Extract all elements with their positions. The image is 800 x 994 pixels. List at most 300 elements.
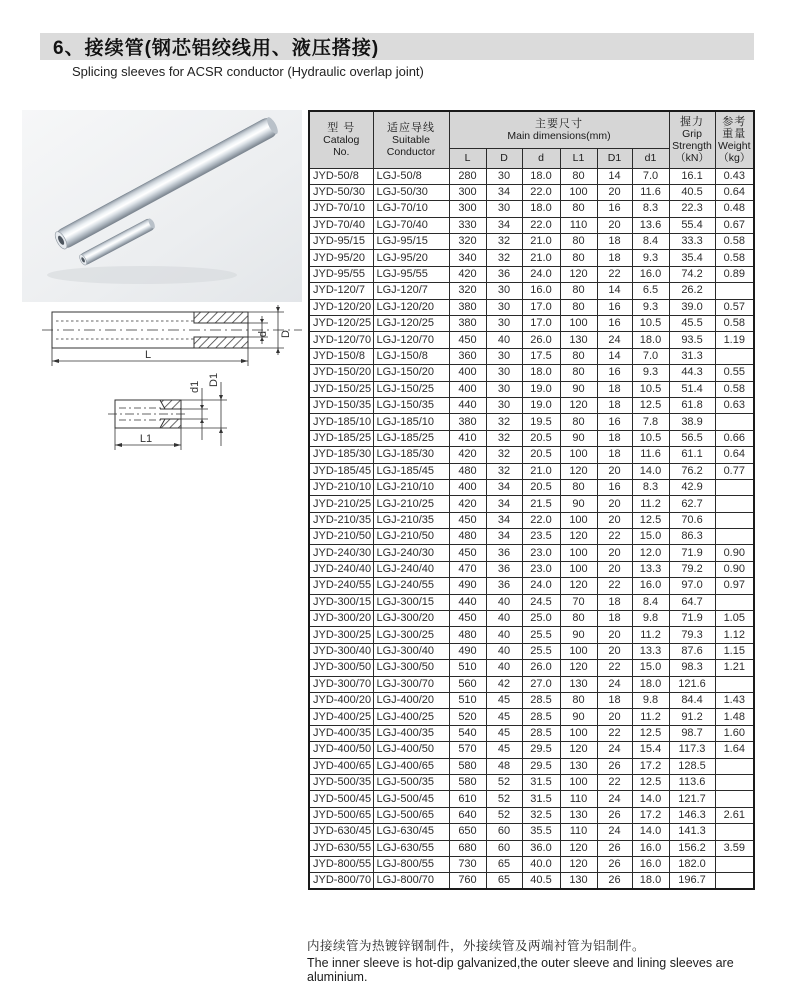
cell-d: 25.5 [522, 643, 560, 659]
cell-weight [715, 758, 754, 774]
cell-catalog: JYD-300/70 [309, 676, 373, 692]
cell-catalog: JYD-150/35 [309, 397, 373, 413]
dimension-drawing [12, 288, 310, 470]
cell-d1: 10.5 [632, 316, 669, 332]
cell-D1: 18 [597, 693, 632, 709]
cell-D1: 26 [597, 873, 632, 890]
cell-D1: 18 [597, 447, 632, 463]
cell-grip: 98.3 [669, 660, 715, 676]
cell-grip: 61.1 [669, 447, 715, 463]
cell-L1: 80 [560, 365, 597, 381]
cell-D1: 18 [597, 594, 632, 610]
cell-D: 45 [486, 709, 522, 725]
cell-catalog: JYD-500/65 [309, 807, 373, 823]
cell-grip: 91.2 [669, 709, 715, 725]
cell-weight [715, 479, 754, 495]
cell-grip: 33.3 [669, 234, 715, 250]
cell-grip: 196.7 [669, 873, 715, 890]
cell-conductor: LGJ-185/10 [373, 414, 449, 430]
cell-D: 52 [486, 791, 522, 807]
cell-weight: 0.58 [715, 250, 754, 266]
cell-D: 34 [486, 217, 522, 233]
cell-grip: 117.3 [669, 742, 715, 758]
sleeve-photo-graphic [22, 110, 302, 302]
cell-D: 36 [486, 561, 522, 577]
cell-catalog: JYD-400/20 [309, 693, 373, 709]
table-row [309, 316, 754, 332]
cell-weight: 1.19 [715, 332, 754, 348]
cell-conductor: LGJ-400/20 [373, 693, 449, 709]
cell-d1: 15.0 [632, 660, 669, 676]
cell-conductor: LGJ-300/40 [373, 643, 449, 659]
cell-weight: 0.64 [715, 447, 754, 463]
cell-weight [715, 676, 754, 692]
cell-L1: 120 [560, 397, 597, 413]
cell-weight [715, 529, 754, 545]
cell-L: 730 [449, 856, 486, 872]
cell-d: 20.5 [522, 479, 560, 495]
cell-grip: 98.7 [669, 725, 715, 741]
cell-D1: 20 [597, 496, 632, 512]
cell-L1: 80 [560, 479, 597, 495]
header-conductor: 适应导线 Suitable Conductor [373, 111, 449, 168]
cell-D1: 20 [597, 545, 632, 561]
cell-conductor: LGJ-300/70 [373, 676, 449, 692]
cell-d1: 18.0 [632, 332, 669, 348]
cell-L1: 80 [560, 299, 597, 315]
cell-D: 45 [486, 693, 522, 709]
cell-d1: 16.0 [632, 578, 669, 594]
cell-d: 25.0 [522, 611, 560, 627]
cell-d: 23.0 [522, 561, 560, 577]
table-row [309, 643, 754, 659]
table-row [309, 217, 754, 233]
table-row [309, 709, 754, 725]
cell-L: 480 [449, 529, 486, 545]
cell-weight [715, 348, 754, 364]
cell-d: 31.5 [522, 791, 560, 807]
cell-D: 34 [486, 529, 522, 545]
cell-d1: 7.0 [632, 348, 669, 364]
cell-L: 450 [449, 512, 486, 528]
table-row [309, 545, 754, 561]
cell-d1: 8.4 [632, 234, 669, 250]
table-row [309, 381, 754, 397]
cell-L1: 110 [560, 217, 597, 233]
table-row [309, 824, 754, 840]
cell-L: 320 [449, 283, 486, 299]
table-row [309, 529, 754, 545]
cell-conductor: LGJ-120/20 [373, 299, 449, 315]
cell-weight: 0.58 [715, 234, 754, 250]
cell-D1: 20 [597, 184, 632, 200]
cell-d1: 7.8 [632, 414, 669, 430]
cell-conductor: LGJ-210/10 [373, 479, 449, 495]
cell-D: 30 [486, 201, 522, 217]
cell-catalog: JYD-70/10 [309, 201, 373, 217]
cell-D: 30 [486, 283, 522, 299]
cell-grip: 55.4 [669, 217, 715, 233]
cell-D1: 18 [597, 397, 632, 413]
cell-d: 27.0 [522, 676, 560, 692]
cell-conductor: LGJ-150/8 [373, 348, 449, 364]
cell-conductor: LGJ-210/25 [373, 496, 449, 512]
cell-L1: 80 [560, 348, 597, 364]
cell-L1: 130 [560, 807, 597, 823]
cell-L: 410 [449, 430, 486, 446]
cell-weight [715, 414, 754, 430]
cell-D: 30 [486, 316, 522, 332]
spec-table-container [308, 110, 753, 890]
cell-d1: 14.0 [632, 791, 669, 807]
cell-grip: 79.2 [669, 561, 715, 577]
cell-catalog: JYD-185/25 [309, 430, 373, 446]
cell-L: 490 [449, 578, 486, 594]
cell-d1: 14.0 [632, 463, 669, 479]
dim-label-D1: D1 [208, 372, 220, 387]
cell-conductor: LGJ-50/8 [373, 168, 449, 184]
cell-conductor: LGJ-120/70 [373, 332, 449, 348]
cell-D: 40 [486, 627, 522, 643]
cell-d: 22.0 [522, 512, 560, 528]
cell-conductor: LGJ-210/50 [373, 529, 449, 545]
cell-L1: 120 [560, 266, 597, 282]
cell-L1: 90 [560, 430, 597, 446]
cell-D1: 20 [597, 217, 632, 233]
cell-L: 760 [449, 873, 486, 890]
table-row [309, 512, 754, 528]
cell-d: 29.5 [522, 742, 560, 758]
cell-L1: 80 [560, 414, 597, 430]
cell-conductor: LGJ-630/45 [373, 824, 449, 840]
cell-d1: 11.2 [632, 627, 669, 643]
cell-d: 22.0 [522, 184, 560, 200]
cell-weight: 2.61 [715, 807, 754, 823]
cell-d: 25.5 [522, 627, 560, 643]
cell-conductor: LGJ-70/40 [373, 217, 449, 233]
cell-grip: 22.3 [669, 201, 715, 217]
cell-D: 30 [486, 299, 522, 315]
cell-L: 570 [449, 742, 486, 758]
cell-D: 32 [486, 414, 522, 430]
cell-d: 26.0 [522, 660, 560, 676]
cell-catalog: JYD-240/55 [309, 578, 373, 594]
cell-grip: 93.5 [669, 332, 715, 348]
cell-L1: 130 [560, 873, 597, 890]
cell-catalog: JYD-50/30 [309, 184, 373, 200]
cell-conductor: LGJ-185/25 [373, 430, 449, 446]
cell-D1: 16 [597, 201, 632, 217]
cell-D1: 22 [597, 578, 632, 594]
cell-conductor: LGJ-630/55 [373, 840, 449, 856]
cell-conductor: LGJ-500/35 [373, 774, 449, 790]
cell-grip: 38.9 [669, 414, 715, 430]
cell-catalog: JYD-300/50 [309, 660, 373, 676]
cell-d: 19.0 [522, 381, 560, 397]
cell-catalog: JYD-70/40 [309, 217, 373, 233]
cell-conductor: LGJ-800/55 [373, 856, 449, 872]
cell-weight: 1.64 [715, 742, 754, 758]
table-row [309, 774, 754, 790]
cell-L: 440 [449, 594, 486, 610]
cell-D: 40 [486, 611, 522, 627]
table-row [309, 496, 754, 512]
cell-grip: 86.3 [669, 529, 715, 545]
cell-weight: 0.58 [715, 381, 754, 397]
cell-L: 650 [449, 824, 486, 840]
cell-weight [715, 512, 754, 528]
cell-D1: 22 [597, 774, 632, 790]
cell-grip: 121.7 [669, 791, 715, 807]
cell-weight: 0.67 [715, 217, 754, 233]
product-photo [22, 110, 302, 302]
cell-weight: 0.89 [715, 266, 754, 282]
cell-D1: 18 [597, 430, 632, 446]
header-dim-D1: D1 [597, 148, 632, 168]
cell-grip: 182.0 [669, 856, 715, 872]
cell-grip: 16.1 [669, 168, 715, 184]
cell-conductor: LGJ-800/70 [373, 873, 449, 890]
cell-d: 36.0 [522, 840, 560, 856]
cell-d1: 13.6 [632, 217, 669, 233]
cell-weight: 3.59 [715, 840, 754, 856]
header-dim-L1: L1 [560, 148, 597, 168]
cell-D: 45 [486, 742, 522, 758]
cell-weight [715, 774, 754, 790]
cell-catalog: JYD-500/35 [309, 774, 373, 790]
cell-L1: 90 [560, 627, 597, 643]
table-row [309, 463, 754, 479]
dim-label-D: D [280, 330, 292, 338]
cell-grip: 97.0 [669, 578, 715, 594]
cell-d1: 15.4 [632, 742, 669, 758]
cell-L1: 70 [560, 594, 597, 610]
cell-grip: 146.3 [669, 807, 715, 823]
table-row [309, 479, 754, 495]
cell-D: 32 [486, 234, 522, 250]
cell-catalog: JYD-300/40 [309, 643, 373, 659]
cell-L: 450 [449, 332, 486, 348]
cell-L1: 100 [560, 512, 597, 528]
cell-conductor: LGJ-50/30 [373, 184, 449, 200]
cell-catalog: JYD-120/20 [309, 299, 373, 315]
cell-d: 24.5 [522, 594, 560, 610]
cell-grip: 87.6 [669, 643, 715, 659]
cell-d1: 9.8 [632, 611, 669, 627]
cell-L: 610 [449, 791, 486, 807]
cell-D: 30 [486, 397, 522, 413]
cell-D1: 16 [597, 316, 632, 332]
cell-L: 420 [449, 266, 486, 282]
cell-grip: 141.3 [669, 824, 715, 840]
cell-L1: 120 [560, 840, 597, 856]
cell-L1: 90 [560, 709, 597, 725]
cell-D1: 18 [597, 250, 632, 266]
cell-weight [715, 496, 754, 512]
cell-weight: 1.48 [715, 709, 754, 725]
cell-d: 32.5 [522, 807, 560, 823]
cell-weight: 0.64 [715, 184, 754, 200]
cell-L: 340 [449, 250, 486, 266]
cell-weight: 0.55 [715, 365, 754, 381]
cell-d1: 10.5 [632, 430, 669, 446]
cell-conductor: LGJ-300/25 [373, 627, 449, 643]
cell-D1: 26 [597, 856, 632, 872]
cell-catalog: JYD-150/8 [309, 348, 373, 364]
cell-D: 65 [486, 856, 522, 872]
cell-L1: 100 [560, 545, 597, 561]
cell-D1: 24 [597, 742, 632, 758]
table-row [309, 660, 754, 676]
cell-D1: 18 [597, 234, 632, 250]
cell-d: 18.0 [522, 365, 560, 381]
cell-weight [715, 283, 754, 299]
cell-D: 30 [486, 348, 522, 364]
cell-weight [715, 791, 754, 807]
cell-weight: 0.63 [715, 397, 754, 413]
cell-conductor: LGJ-185/45 [373, 463, 449, 479]
cell-catalog: JYD-210/50 [309, 529, 373, 545]
cell-weight [715, 824, 754, 840]
cell-d: 20.5 [522, 430, 560, 446]
header-dim-L: L [449, 148, 486, 168]
cell-weight [715, 873, 754, 890]
table-row [309, 397, 754, 413]
cell-d: 26.0 [522, 332, 560, 348]
cell-L1: 130 [560, 758, 597, 774]
cell-d: 18.0 [522, 201, 560, 217]
cell-L1: 90 [560, 381, 597, 397]
cell-grip: 128.5 [669, 758, 715, 774]
table-row [309, 758, 754, 774]
cell-grip: 76.2 [669, 463, 715, 479]
cell-L: 360 [449, 348, 486, 364]
cell-D: 45 [486, 725, 522, 741]
cell-grip: 44.3 [669, 365, 715, 381]
cell-D: 40 [486, 594, 522, 610]
cell-L1: 120 [560, 742, 597, 758]
cell-D: 32 [486, 463, 522, 479]
cell-d1: 13.3 [632, 643, 669, 659]
cell-d: 40.0 [522, 856, 560, 872]
cell-L1: 110 [560, 791, 597, 807]
cell-D: 40 [486, 660, 522, 676]
cell-D1: 22 [597, 725, 632, 741]
cell-D: 32 [486, 250, 522, 266]
cell-L: 420 [449, 496, 486, 512]
cell-d1: 11.2 [632, 496, 669, 512]
cell-weight: 1.43 [715, 693, 754, 709]
cell-d1: 13.3 [632, 561, 669, 577]
section-subtitle: Splicing sleeves for ACSR conductor (Hydraulic overlap joint) [72, 64, 424, 79]
cell-d1: 12.5 [632, 774, 669, 790]
cell-D1: 16 [597, 479, 632, 495]
cell-L1: 100 [560, 447, 597, 463]
table-row [309, 742, 754, 758]
cell-conductor: LGJ-300/15 [373, 594, 449, 610]
cell-d: 17.5 [522, 348, 560, 364]
cell-grip: 40.5 [669, 184, 715, 200]
cell-D: 34 [486, 512, 522, 528]
cell-d: 23.0 [522, 545, 560, 561]
cell-d: 40.5 [522, 873, 560, 890]
cell-D1: 24 [597, 791, 632, 807]
cell-L: 330 [449, 217, 486, 233]
cell-L1: 100 [560, 184, 597, 200]
table-row [309, 414, 754, 430]
dim-label-d1: d1 [189, 380, 201, 393]
cell-L1: 120 [560, 856, 597, 872]
cell-d: 19.5 [522, 414, 560, 430]
cell-D1: 22 [597, 660, 632, 676]
cell-grip: 64.7 [669, 594, 715, 610]
header-grip-strength: 握力 Grip Strength （kN） [669, 111, 715, 168]
cell-L1: 110 [560, 824, 597, 840]
cell-L: 480 [449, 463, 486, 479]
cell-L: 380 [449, 299, 486, 315]
cell-d: 31.5 [522, 774, 560, 790]
cell-L: 450 [449, 611, 486, 627]
cell-d: 21.0 [522, 250, 560, 266]
cell-D1: 20 [597, 512, 632, 528]
cell-weight: 0.97 [715, 578, 754, 594]
cell-catalog: JYD-120/7 [309, 283, 373, 299]
header-weight: 参考 重量 Weight （kg） [715, 111, 754, 168]
cell-d: 22.0 [522, 217, 560, 233]
cell-D: 52 [486, 774, 522, 790]
cell-D1: 20 [597, 463, 632, 479]
cell-L: 510 [449, 660, 486, 676]
cell-d1: 10.5 [632, 381, 669, 397]
table-row [309, 430, 754, 446]
cell-d: 28.5 [522, 693, 560, 709]
cell-conductor: LGJ-150/25 [373, 381, 449, 397]
cell-d: 17.0 [522, 299, 560, 315]
cell-conductor: LGJ-120/25 [373, 316, 449, 332]
cell-D1: 14 [597, 283, 632, 299]
cell-catalog: JYD-185/30 [309, 447, 373, 463]
table-row [309, 168, 754, 184]
cell-d1: 12.5 [632, 512, 669, 528]
cell-D: 36 [486, 545, 522, 561]
cell-D1: 26 [597, 758, 632, 774]
cell-D: 65 [486, 873, 522, 890]
table-row [309, 266, 754, 282]
cell-grip: 84.4 [669, 693, 715, 709]
cell-d: 20.5 [522, 447, 560, 463]
table-row [309, 561, 754, 577]
cell-L: 420 [449, 447, 486, 463]
cell-weight: 0.90 [715, 545, 754, 561]
cell-L1: 120 [560, 578, 597, 594]
cell-L1: 120 [560, 660, 597, 676]
cell-grip: 79.3 [669, 627, 715, 643]
cell-conductor: LGJ-400/25 [373, 709, 449, 725]
cell-D: 34 [486, 496, 522, 512]
cell-d1: 9.8 [632, 693, 669, 709]
cell-D1: 20 [597, 561, 632, 577]
cell-L: 520 [449, 709, 486, 725]
cell-grip: 31.3 [669, 348, 715, 364]
cell-L1: 80 [560, 283, 597, 299]
cell-conductor: LGJ-400/50 [373, 742, 449, 758]
dim-label-L1: L1 [139, 433, 153, 445]
cell-D1: 20 [597, 709, 632, 725]
cell-grip: 26.2 [669, 283, 715, 299]
cell-conductor: LGJ-95/15 [373, 234, 449, 250]
cell-L: 450 [449, 545, 486, 561]
cell-weight: 0.90 [715, 561, 754, 577]
